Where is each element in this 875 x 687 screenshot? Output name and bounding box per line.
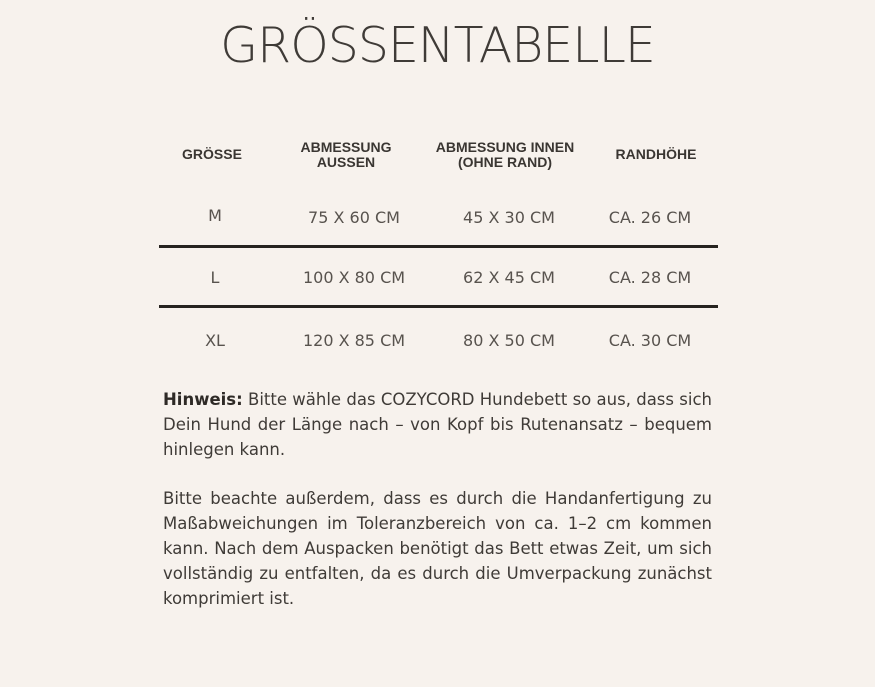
table-cell-outer: 100 X 80 CM <box>302 268 406 287</box>
column-header-outer-line1: ABMESSUNG <box>300 139 392 155</box>
table-cell-size: L <box>210 268 220 287</box>
column-header-inner-dimension <box>436 140 574 170</box>
row-divider <box>159 305 718 308</box>
table-cell-size: M <box>208 206 222 225</box>
table-cell-rim: CA. 28 CM <box>608 268 692 287</box>
table-cell-rim: CA. 30 CM <box>608 331 692 350</box>
table-cell-size: XL <box>205 331 225 350</box>
table-cell-rim: CA. 26 CM <box>608 208 692 227</box>
row-divider <box>159 245 718 248</box>
column-header-size-label: GRÖSSE <box>182 146 242 162</box>
column-header-rim-label: RANDHÖHE <box>615 146 697 162</box>
column-header-outer-line2: AUSSEN <box>316 154 376 170</box>
hint-label: Hinweis: <box>163 390 243 409</box>
table-cell-inner: 62 X 45 CM <box>463 268 555 287</box>
column-header-size <box>182 147 242 162</box>
column-header-inner-line1: ABMESSUNG INNEN <box>435 139 575 155</box>
table-cell-outer: 120 X 85 CM <box>302 331 406 350</box>
hint-paragraph <box>163 387 712 462</box>
tolerance-paragraph: Bitte beachte außerdem, dass es durch die Handanfertigung zu Maßabweichungen im Toleranzbereich von ca. 1–2 cm kommen kann. Nach dem Auspacken benötigt das Bett etwas Zeit, um sich vollständig zu entfalten, da es durch die Umverpackung zunächst komprimiert ist. <box>163 489 712 608</box>
column-header-rim-height <box>616 147 697 162</box>
table-cell-inner: 80 X 50 CM <box>463 331 555 350</box>
column-header-inner-line2: (OHNE RAND) <box>457 154 553 170</box>
page-title: GRÖSSENTABELLE <box>220 17 655 74</box>
table-cell-outer: 75 X 60 CM <box>308 208 400 227</box>
column-header-outer-dimension <box>300 140 391 170</box>
hint-text: Bitte wähle das COZYCORD Hundebett so aus, dass sich Dein Hund der Länge nach – von Kopf bis Rutenansatz – bequem hinlegen kann. <box>163 390 712 459</box>
table-cell-inner: 45 X 30 CM <box>463 208 555 227</box>
